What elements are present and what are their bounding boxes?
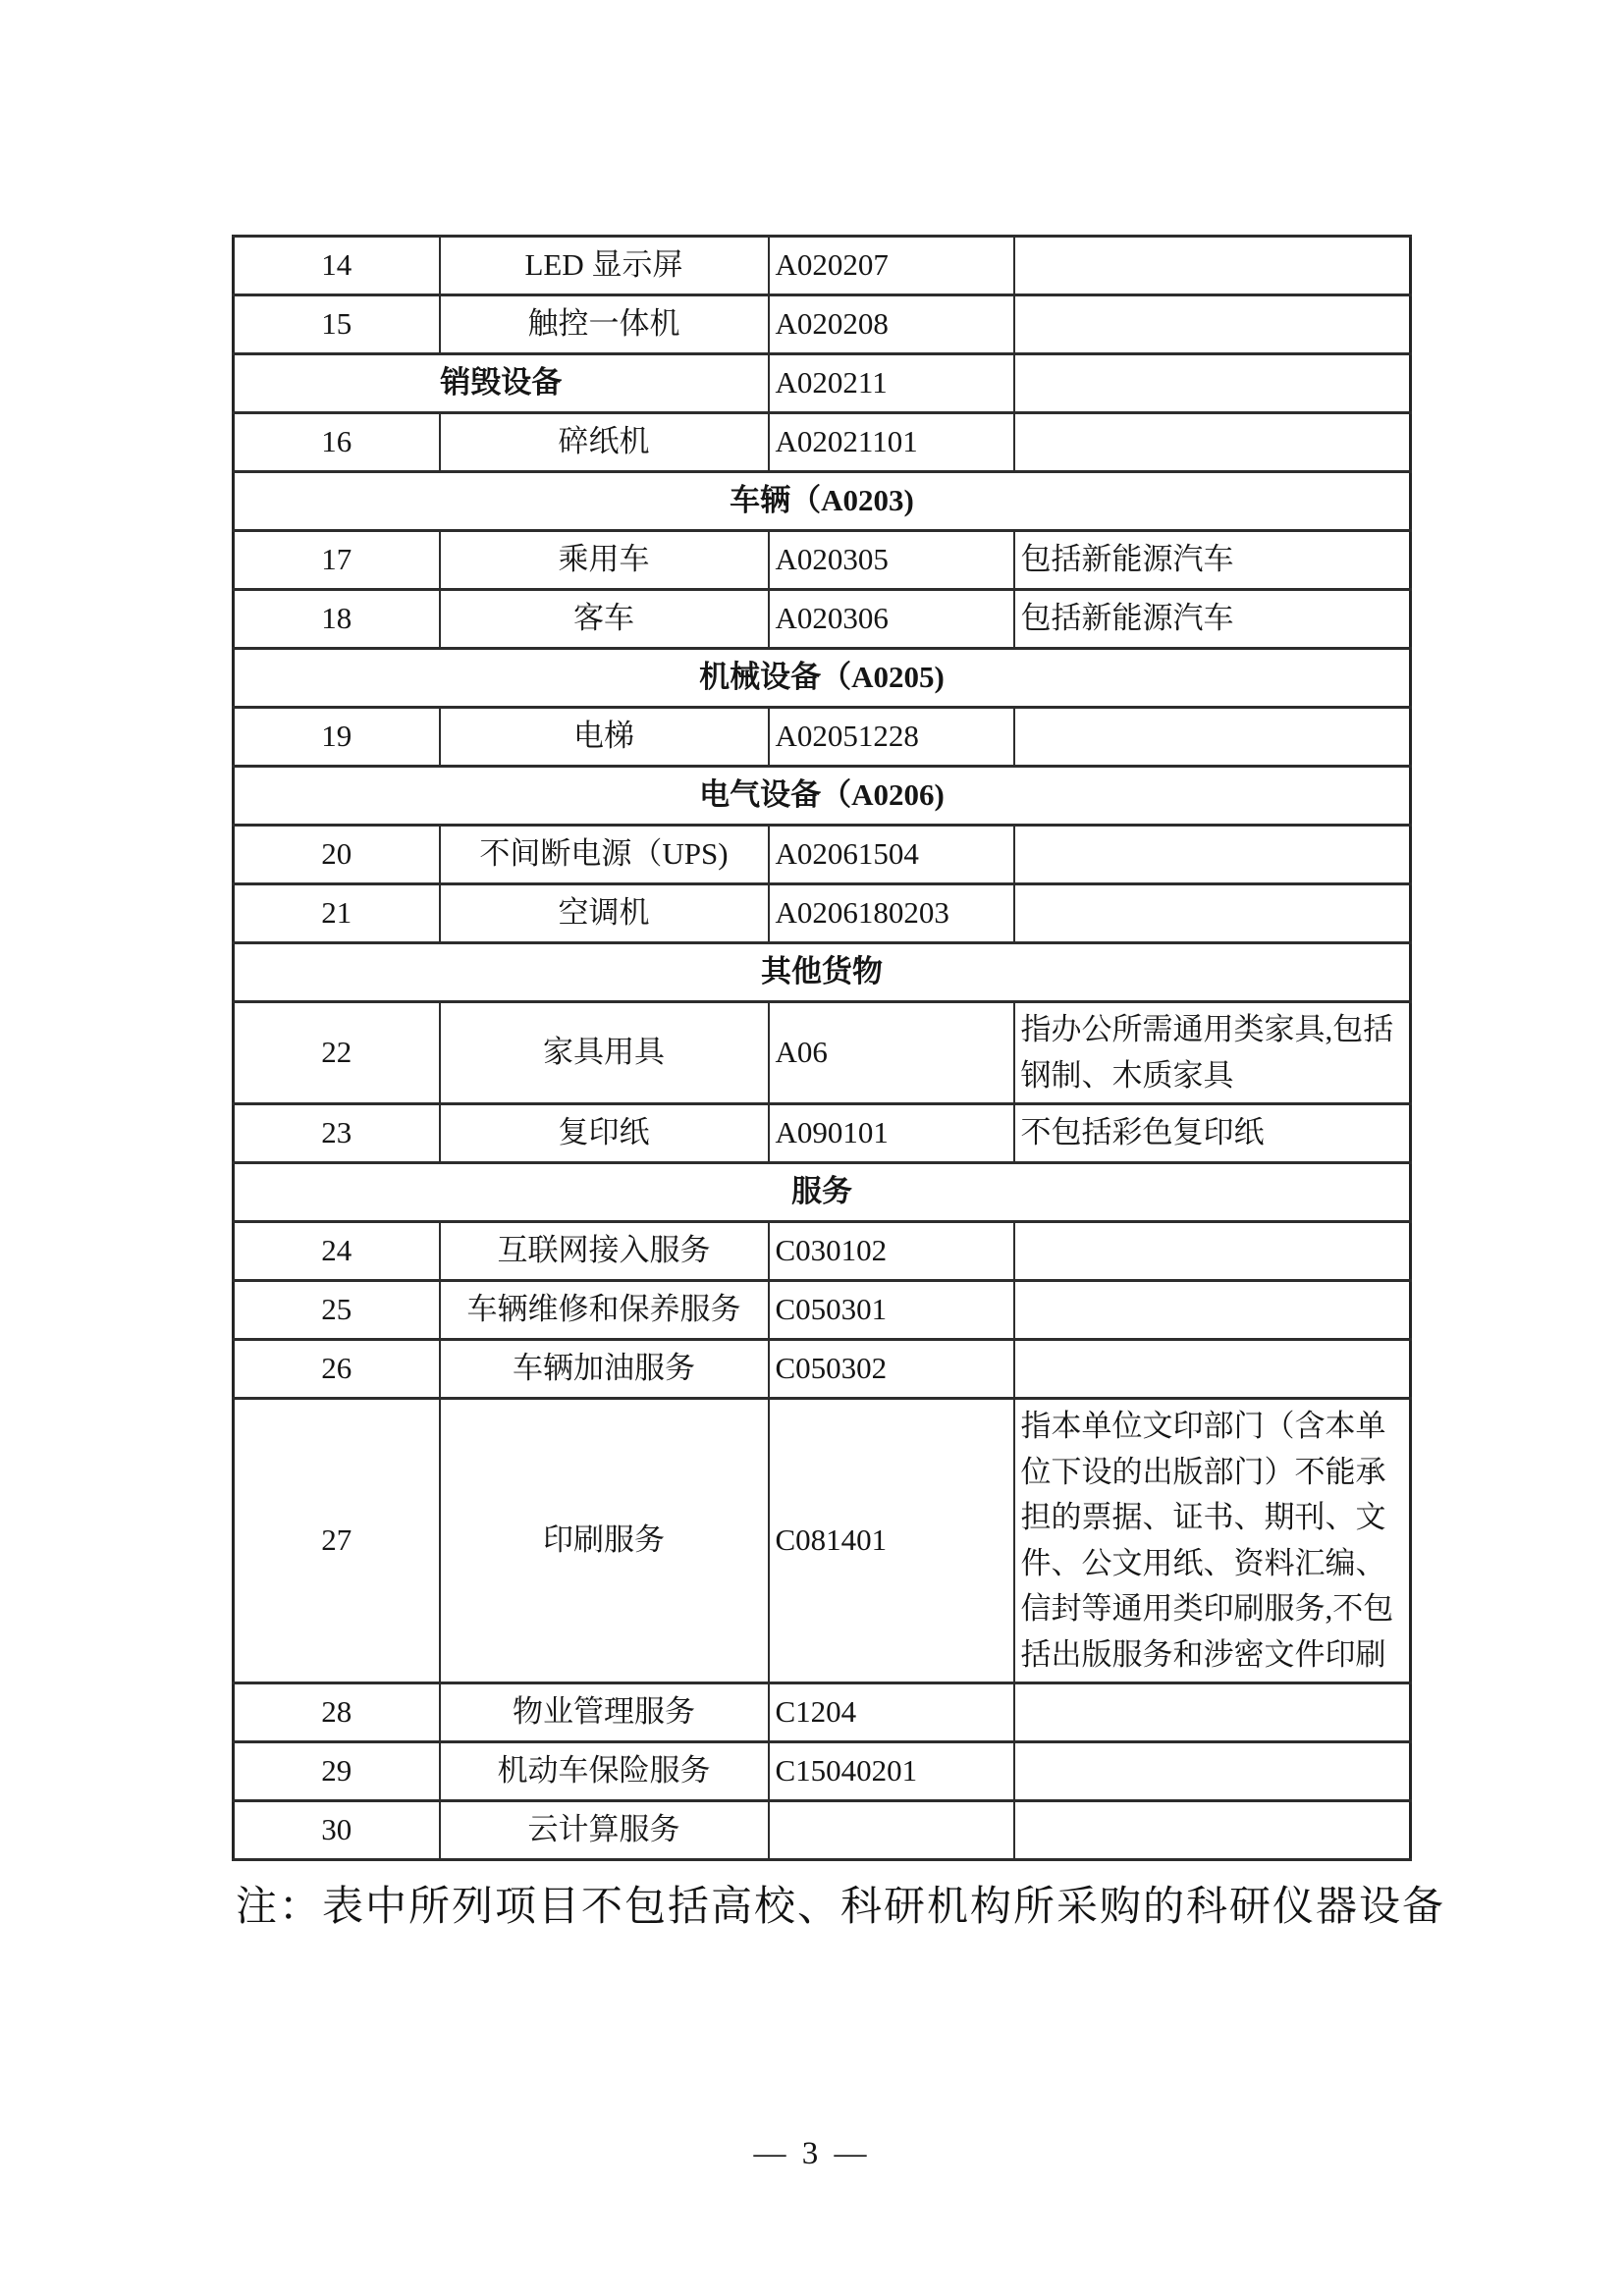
item-name-cell: 客车 xyxy=(440,590,769,649)
procurement-table-body xyxy=(234,237,1411,1860)
item-remark-cell xyxy=(1014,1683,1411,1742)
item-code-cell: A06 xyxy=(769,1002,1014,1104)
table-row xyxy=(234,590,1411,649)
item-remark-cell: 不包括彩色复印纸 xyxy=(1014,1104,1411,1163)
category-row xyxy=(234,1163,1411,1222)
item-name-cell: 印刷服务 xyxy=(440,1399,769,1683)
item-code-cell: C030102 xyxy=(769,1222,1014,1281)
table-row xyxy=(234,1340,1411,1399)
row-number-cell: 20 xyxy=(234,826,440,884)
item-name-cell: 物业管理服务 xyxy=(440,1683,769,1742)
item-code-cell: C15040201 xyxy=(769,1742,1014,1801)
row-number-cell: 24 xyxy=(234,1222,440,1281)
item-name-cell: 乘用车 xyxy=(440,531,769,590)
item-name-cell: 空调机 xyxy=(440,884,769,943)
item-code-cell: A020306 xyxy=(769,590,1014,649)
row-number-cell: 15 xyxy=(234,295,440,354)
table-row xyxy=(234,1002,1411,1104)
table-row xyxy=(234,237,1411,295)
item-code-cell: A02051228 xyxy=(769,708,1014,767)
row-number-cell: 21 xyxy=(234,884,440,943)
row-number-cell: 26 xyxy=(234,1340,440,1399)
table-row xyxy=(234,531,1411,590)
item-remark-cell: 指办公所需通用类家具,包括钢制、木质家具 xyxy=(1014,1002,1411,1104)
category-label-cell: 电气设备（A0206) xyxy=(234,767,1411,826)
item-remark-cell xyxy=(1014,1281,1411,1340)
table-row xyxy=(234,1742,1411,1801)
category-label-cell: 服务 xyxy=(234,1163,1411,1222)
item-remark-cell xyxy=(1014,826,1411,884)
item-remark-cell xyxy=(1014,237,1411,295)
row-number-cell: 25 xyxy=(234,1281,440,1340)
category-row xyxy=(234,943,1411,1002)
category-row xyxy=(234,649,1411,708)
table-row xyxy=(234,413,1411,472)
item-remark-cell xyxy=(1014,884,1411,943)
item-remark-cell xyxy=(1014,1340,1411,1399)
item-remark-cell xyxy=(1014,1801,1411,1860)
item-name-cell: 触控一体机 xyxy=(440,295,769,354)
table-row xyxy=(234,1683,1411,1742)
item-name-cell: 互联网接入服务 xyxy=(440,1222,769,1281)
row-number-cell: 22 xyxy=(234,1002,440,1104)
item-remark-cell xyxy=(1014,354,1411,413)
row-number-cell: 30 xyxy=(234,1801,440,1860)
item-name-cell: LED 显示屏 xyxy=(440,237,769,295)
category-label-cell: 车辆（A0203) xyxy=(234,472,1411,531)
item-remark-cell xyxy=(1014,413,1411,472)
table-row xyxy=(234,1222,1411,1281)
row-number-cell: 18 xyxy=(234,590,440,649)
row-number-cell: 28 xyxy=(234,1683,440,1742)
item-name-cell: 机动车保险服务 xyxy=(440,1742,769,1801)
table-row xyxy=(234,884,1411,943)
item-name-cell: 车辆维修和保养服务 xyxy=(440,1281,769,1340)
item-code-cell xyxy=(769,1801,1014,1860)
item-remark-cell: 指本单位文印部门（含本单位下设的出版部门）不能承担的票据、证书、期刊、文件、公文用纸、资料汇编、信封等通用类印刷服务,不包括出版服务和涉密文件印刷 xyxy=(1014,1399,1411,1683)
item-code-cell: A02061504 xyxy=(769,826,1014,884)
item-code-cell: C081401 xyxy=(769,1399,1014,1683)
category-row xyxy=(234,767,1411,826)
table-row xyxy=(234,295,1411,354)
row-number-cell: 14 xyxy=(234,237,440,295)
row-number-cell: 29 xyxy=(234,1742,440,1801)
item-name-cell: 复印纸 xyxy=(440,1104,769,1163)
item-remark-cell: 包括新能源汽车 xyxy=(1014,531,1411,590)
item-code-cell: A02021101 xyxy=(769,413,1014,472)
row-number-cell: 23 xyxy=(234,1104,440,1163)
item-name-cell: 家具用具 xyxy=(440,1002,769,1104)
table-row xyxy=(234,1281,1411,1340)
procurement-items-table xyxy=(232,235,1412,1861)
item-name-cell: 不间断电源（UPS) xyxy=(440,826,769,884)
table-row xyxy=(234,1399,1411,1683)
item-remark-cell xyxy=(1014,295,1411,354)
row-number-cell: 27 xyxy=(234,1399,440,1683)
item-code-cell: A020207 xyxy=(769,237,1014,295)
item-remark-cell: 包括新能源汽车 xyxy=(1014,590,1411,649)
merged-name-cell: 销毁设备 xyxy=(234,354,769,413)
table-row xyxy=(234,1104,1411,1163)
item-code-cell: C050301 xyxy=(769,1281,1014,1340)
item-name-cell: 云计算服务 xyxy=(440,1801,769,1860)
page-number: — 3 — xyxy=(753,2136,871,2171)
table-footnote: 注：表中所列项目不包括高校、科研机构所采购的科研仪器设备 xyxy=(236,1885,1446,1930)
category-label-cell: 机械设备（A0205) xyxy=(234,649,1411,708)
table-row xyxy=(234,1801,1411,1860)
table-row xyxy=(234,826,1411,884)
table-row xyxy=(234,708,1411,767)
item-name-cell: 车辆加油服务 xyxy=(440,1340,769,1399)
item-code-cell: A020305 xyxy=(769,531,1014,590)
item-code-cell: A020211 xyxy=(769,354,1014,413)
row-number-cell: 17 xyxy=(234,531,440,590)
item-code-cell: A020208 xyxy=(769,295,1014,354)
row-number-cell: 19 xyxy=(234,708,440,767)
row-number-cell: 16 xyxy=(234,413,440,472)
item-remark-cell xyxy=(1014,708,1411,767)
merged-item-row xyxy=(234,354,1411,413)
item-code-cell: A0206180203 xyxy=(769,884,1014,943)
category-label-cell: 其他货物 xyxy=(234,943,1411,1002)
item-code-cell: A090101 xyxy=(769,1104,1014,1163)
item-remark-cell xyxy=(1014,1742,1411,1801)
item-code-cell: C1204 xyxy=(769,1683,1014,1742)
category-row xyxy=(234,472,1411,531)
item-remark-cell xyxy=(1014,1222,1411,1281)
item-name-cell: 碎纸机 xyxy=(440,413,769,472)
item-code-cell: C050302 xyxy=(769,1340,1014,1399)
item-name-cell: 电梯 xyxy=(440,708,769,767)
